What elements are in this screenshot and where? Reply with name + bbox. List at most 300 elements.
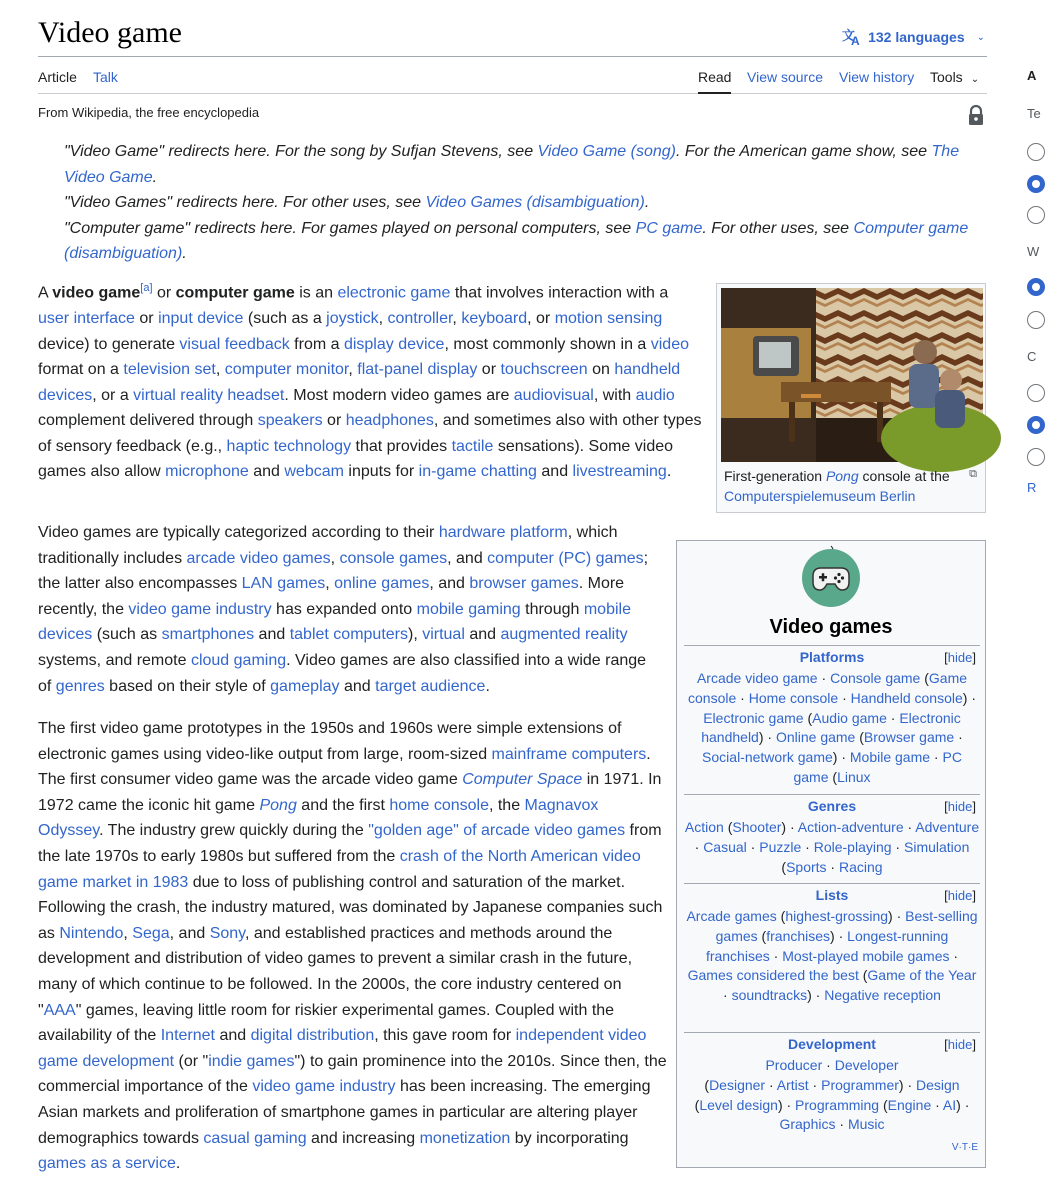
wiki-link[interactable]: Pong — [825, 468, 859, 484]
gamepad-icon — [801, 546, 861, 608]
text: and increasing — [306, 1129, 420, 1147]
nav-link[interactable]: franchises — [766, 927, 831, 944]
wiki-link[interactable]: browser games — [469, 575, 579, 593]
text: A — [38, 284, 53, 302]
section-header — [684, 883, 980, 905]
text: due to loss of publishing control and saturation of the market. Following the crash, the industry matured, was dominated by Japanese companies such as — [38, 873, 663, 942]
nav-link[interactable]: Adventure — [915, 819, 980, 835]
wiki-link[interactable]: Internet — [160, 1027, 215, 1045]
sep: · — [746, 838, 760, 855]
text: or — [477, 361, 501, 379]
tab-view-source[interactable]: View source — [747, 69, 824, 85]
text: ") to gain prominence into the 2010s. Since then, the commercial importance of the — [38, 1052, 667, 1096]
radio-option[interactable] — [1027, 311, 1045, 329]
nav-link[interactable]: Action — [684, 819, 724, 835]
wiki-link[interactable]: audio — [635, 386, 675, 404]
hide-toggle[interactable]: [hide] — [944, 888, 976, 903]
nav-link[interactable]: Programming — [795, 1096, 880, 1113]
sep: ) · — [832, 749, 850, 766]
radio-option[interactable] — [1027, 143, 1045, 161]
wiki-link[interactable]: in-game chatting — [418, 463, 537, 481]
wiki-link[interactable]: video game industry — [252, 1078, 396, 1096]
hide-toggle[interactable]: [hide] — [944, 1037, 976, 1052]
nav-link[interactable]: Most-played mobile games — [782, 947, 950, 964]
hatnote-text: "Video Game" redirects here. For the song by Sufjan Stevens, see — [64, 143, 538, 160]
hatnote-text: . For the American game show, see — [676, 143, 932, 160]
text: , and — [429, 575, 470, 593]
hatnote-text: "Video Games" redirects here. For other uses, see — [64, 194, 426, 211]
sep: · — [886, 709, 900, 726]
hatnote-link[interactable]: Computer game (disambiguation) — [64, 219, 969, 262]
sep: · — [838, 689, 851, 706]
nav-link[interactable]: Shooter — [732, 819, 782, 835]
text: complement delivered through — [38, 412, 258, 430]
section-body — [684, 905, 980, 1006]
nav-link[interactable]: Level design — [699, 1096, 778, 1113]
text: (such as — [92, 626, 162, 644]
nav-link[interactable]: Handheld console — [850, 689, 963, 706]
section-header — [684, 645, 980, 667]
wiki-link[interactable]: crash of the North American video game market in 1983 — [38, 847, 641, 891]
sep: ( — [858, 967, 868, 984]
section-header — [684, 1032, 980, 1054]
sep: · — [822, 1057, 835, 1073]
hatnote-text: . — [152, 168, 158, 186]
sidebar-section-lists — [684, 883, 980, 1006]
nav-link[interactable]: Casual — [703, 838, 747, 855]
nav-link[interactable]: Music — [847, 1116, 885, 1133]
sep: ( — [776, 908, 786, 924]
text: ; the latter also encompasses — [38, 549, 649, 593]
text: device) to generate — [38, 335, 180, 353]
text: The first video game prototypes in the 1950s and 1960s were simple extensions of electronic games using video-like output from large, room-sized — [38, 720, 622, 763]
wiki-link[interactable]: keyboard — [461, 309, 528, 327]
sidebar-title: Video games — [769, 616, 893, 638]
hatnote-text: . For other uses, see — [702, 219, 854, 237]
nav-link[interactable]: Sports — [786, 858, 827, 875]
text: , — [378, 309, 388, 327]
nav-link[interactable]: highest-grossing — [785, 908, 889, 924]
nav-link[interactable]: Designer — [709, 1076, 766, 1093]
text: , and established practices and methods around the development and distribution of video games to prevent a similar crash in the future, many of which continue to be followed. In the 2000s, the core industry centered on " — [38, 924, 633, 1019]
sep: ) · — [956, 1096, 970, 1113]
hide-link[interactable]: hide — [947, 888, 973, 903]
sep: ) · — [830, 927, 848, 944]
wiki-link[interactable]: livestreaming — [572, 463, 667, 481]
wiki-link[interactable]: electronic game — [337, 284, 451, 302]
wiki-link[interactable]: display device — [343, 335, 445, 353]
wiki-link[interactable]: indie games — [208, 1052, 295, 1070]
hatnote — [64, 216, 979, 267]
text: , — [123, 924, 133, 942]
section-heading-link[interactable]: Development — [788, 1036, 876, 1052]
navbox-vte: V·T·E — [951, 1142, 978, 1154]
wiki-link[interactable]: visual feedback — [179, 335, 290, 353]
appearance-panel — [1025, 60, 1041, 500]
sep: ( — [920, 670, 929, 686]
svg-text:文: 文 — [842, 28, 856, 43]
hide-toggle[interactable]: [hide] — [944, 799, 976, 814]
sep: · — [835, 1116, 848, 1133]
video-games-sidebar — [676, 540, 986, 1168]
text: , most commonly shown in a — [444, 335, 651, 353]
wiki-link[interactable]: digital distribution — [250, 1027, 375, 1045]
nav-link[interactable]: soundtracks — [731, 987, 808, 1004]
sep: ( — [704, 1076, 710, 1093]
wiki-link[interactable]: monetization — [419, 1129, 511, 1147]
footnote-link[interactable]: [a] — [140, 282, 153, 294]
sep: · — [801, 838, 814, 855]
nav-link[interactable]: AI — [942, 1096, 957, 1113]
wiki-link[interactable]: joystick — [326, 309, 379, 327]
nav-link[interactable]: Game console — [688, 670, 968, 706]
text: from a — [289, 335, 344, 353]
lock-icon[interactable] — [967, 105, 985, 125]
text: (such as a — [243, 309, 327, 327]
wiki-link[interactable]: flat-panel display — [357, 361, 478, 379]
width-label: W — [1027, 244, 1040, 259]
text: , and — [447, 549, 488, 567]
languages-button[interactable] — [842, 28, 985, 46]
section-body — [684, 1054, 980, 1135]
text: format on a — [38, 361, 124, 379]
hatnote-text: . — [644, 194, 650, 211]
wiki-link[interactable]: motion sensing — [554, 309, 663, 327]
text: , — [325, 575, 335, 593]
wiki-link[interactable]: touchscreen — [500, 361, 588, 379]
wiki-link[interactable]: microphone — [165, 463, 249, 481]
wiki-link[interactable]: Sega — [132, 924, 170, 942]
wiki-link[interactable]: computer (PC) games — [487, 549, 644, 567]
text: console at the — [858, 468, 950, 484]
appearance-heading: A — [1027, 68, 1037, 83]
hatnote-link[interactable]: Video Games (disambiguation) — [425, 194, 645, 211]
text: , the — [488, 796, 525, 814]
section-header — [684, 794, 980, 816]
wiki-link[interactable]: mainframe computers — [491, 745, 647, 763]
nav-link[interactable]: Mobile game — [849, 749, 931, 766]
wiki-link[interactable]: mobile devices — [38, 600, 631, 644]
nav-link[interactable]: Graphics — [779, 1116, 836, 1133]
wiki-link[interactable]: webcam — [284, 463, 344, 481]
wiki-link[interactable]: home console — [389, 796, 489, 814]
sep: · — [694, 838, 704, 855]
text: and — [215, 1027, 251, 1045]
text: in 1971. In 1972 came the iconic hit game — [38, 771, 662, 814]
tab-read[interactable]: Read — [698, 69, 731, 94]
text: inputs for — [343, 463, 419, 481]
sep: · — [808, 1076, 822, 1093]
nav-link[interactable]: Home console — [748, 689, 839, 706]
nav-link[interactable]: Arcade games — [686, 908, 777, 924]
section-heading-link[interactable]: Genres — [807, 798, 857, 814]
section-body — [684, 667, 980, 788]
sep: · — [826, 858, 839, 875]
hide-link[interactable]: hide — [947, 1037, 973, 1052]
page-title: Video game — [38, 16, 182, 49]
text: , with — [593, 386, 636, 404]
nav-link[interactable]: Design — [916, 1076, 960, 1093]
tab-view-history[interactable]: View history — [839, 69, 915, 85]
edit-template-link[interactable]: E — [971, 1142, 978, 1154]
sep: ( — [879, 1096, 888, 1113]
text: by incorporating — [510, 1129, 629, 1147]
tab-talk[interactable]: Talk — [93, 69, 118, 85]
talk-template-link[interactable]: T — [961, 1142, 968, 1154]
wiki-link[interactable]: audiovisual — [513, 386, 594, 404]
text: that provides — [351, 437, 452, 455]
wiki-link[interactable]: hardware platform — [438, 524, 568, 541]
text: and — [464, 626, 501, 644]
bold-term: video game — [52, 284, 141, 302]
page-tabs — [38, 62, 987, 94]
appearance-link[interactable]: R — [1027, 480, 1037, 495]
sep: ( — [828, 768, 838, 785]
title-divider — [38, 56, 987, 57]
pong-console-photo[interactable] — [721, 288, 983, 462]
text: . Most modern video games are — [284, 386, 514, 404]
text: sensations). Some video games also allow — [38, 437, 674, 481]
wiki-link[interactable]: video game industry — [128, 600, 272, 618]
view-template-link[interactable]: V — [951, 1142, 959, 1154]
radio-option[interactable] — [1027, 448, 1045, 466]
wiki-link[interactable]: Computerspielemuseum Berlin — [724, 488, 916, 504]
text: and the first — [296, 796, 390, 814]
text: has been increasing. The emerging Asian markets and proliferation of smartphone games in particular are altering player demographics towards — [38, 1078, 651, 1147]
site-tagline: From Wikipedia, the free encyclopedia — [38, 105, 260, 120]
sidebar-section-development — [684, 1032, 980, 1135]
radio-option[interactable] — [1027, 384, 1045, 402]
wiki-link[interactable]: smartphones — [161, 626, 255, 644]
wiki-link[interactable]: Computer Space — [462, 771, 583, 789]
nav-link[interactable]: Games considered the best — [687, 967, 859, 984]
sep: · — [736, 689, 749, 706]
sep: ( — [723, 819, 733, 835]
wiki-link[interactable]: "golden age" of arcade video games — [368, 822, 626, 840]
sep: · — [954, 729, 963, 746]
wiki-link[interactable]: mobile gaming — [416, 600, 521, 618]
wiki-link[interactable]: input device — [158, 309, 244, 327]
text: , this gave room for — [374, 1027, 516, 1045]
wiki-link[interactable]: Magnavox Odyssey — [38, 796, 599, 840]
sep: ( — [855, 729, 864, 746]
text: , — [215, 361, 225, 379]
nav-link[interactable]: Role-playing — [813, 838, 892, 855]
wiki-link[interactable]: controller — [387, 309, 453, 327]
sep: ) · — [781, 819, 798, 835]
wiki-link[interactable]: augmented reality — [500, 626, 628, 644]
hatnote-text: "Computer game" redirects here. For games played on personal computers, see — [64, 219, 636, 237]
wiki-link[interactable]: computer monitor — [224, 361, 349, 379]
sep: ( — [781, 858, 787, 875]
nav-link[interactable]: Longest-running franchises — [705, 927, 949, 964]
wiki-link[interactable]: AAA — [43, 1001, 76, 1019]
wiki-link[interactable]: genres — [55, 677, 105, 695]
section-heading-link[interactable]: Platforms — [799, 649, 865, 665]
nav-link[interactable]: Electronic handheld — [701, 709, 961, 746]
nav-link[interactable]: Game of the Year — [867, 967, 977, 984]
nav-link[interactable]: Engine — [887, 1096, 932, 1113]
text: . The first consumer video game was the arcade video game — [38, 745, 651, 789]
nav-link[interactable]: Simulation — [904, 838, 970, 855]
text: . Video games are also classified into a wide range of — [38, 651, 647, 695]
text: , which traditionally includes — [38, 524, 618, 567]
nav-link[interactable]: Electronic game — [703, 709, 804, 726]
hatnote-text: . — [182, 245, 187, 262]
text: , and — [169, 924, 210, 942]
wiki-link[interactable]: tactile — [451, 437, 494, 455]
text: systems, and remote — [38, 651, 191, 669]
text: , — [452, 309, 462, 327]
hatnotes — [64, 139, 979, 267]
wiki-link[interactable]: arcade video games — [186, 549, 331, 567]
text: or — [134, 309, 159, 327]
article-paragraph — [38, 520, 663, 699]
wiki-link[interactable]: video — [650, 335, 689, 353]
text: that involves interaction with a — [450, 284, 669, 302]
wiki-link[interactable]: Pong — [259, 796, 297, 814]
tools-menu[interactable] — [930, 69, 979, 85]
text: and — [339, 677, 376, 695]
text: . More recently, the — [38, 575, 625, 618]
thumbnail-caption — [724, 466, 960, 506]
wiki-link[interactable]: Nintendo — [59, 924, 124, 942]
text: and — [536, 463, 573, 481]
wiki-link[interactable]: haptic technology — [226, 437, 352, 455]
text: . The industry grew quickly during the — [99, 822, 369, 840]
sep: ) · — [758, 729, 776, 746]
wiki-link[interactable]: cloud gaming — [190, 651, 287, 669]
text: or — [152, 284, 176, 302]
sep: · — [817, 670, 831, 686]
wiki-link[interactable]: virtual — [422, 626, 465, 644]
hatnote-link[interactable]: Video Game (song) — [537, 143, 676, 160]
hide-link[interactable]: hide — [947, 799, 973, 814]
nav-link[interactable]: Racing — [839, 858, 883, 875]
nav-link[interactable]: Social-network game — [702, 749, 833, 766]
text: based on their style of — [104, 677, 271, 695]
hide-toggle[interactable]: [hide] — [944, 650, 976, 665]
hatnote-link[interactable]: The Video Game — [64, 143, 960, 186]
text: ), — [407, 626, 423, 644]
nav-link[interactable]: Puzzle — [759, 838, 802, 855]
translate-icon — [842, 28, 862, 46]
text: , or — [527, 309, 555, 327]
sep: ) · — [777, 1096, 796, 1113]
nav-link[interactable]: Artist — [776, 1076, 809, 1093]
wiki-link[interactable]: tablet computers — [289, 626, 408, 644]
sidebar-section-platforms — [684, 645, 980, 788]
wiki-link[interactable]: LAN games — [241, 575, 326, 593]
nav-link[interactable]: Negative reception — [824, 987, 941, 1004]
sep: · — [769, 947, 783, 964]
text: and — [248, 463, 285, 481]
wiki-link[interactable]: console games — [339, 549, 448, 567]
text: and — [254, 626, 290, 644]
sidebar-section-genres — [684, 794, 980, 877]
wiki-link[interactable]: online games — [334, 575, 430, 593]
wiki-link[interactable]: headphones — [345, 412, 434, 430]
radio-option-selected[interactable] — [1027, 278, 1045, 296]
tools-label: Tools — [930, 69, 963, 85]
nav-link[interactable]: Audio game — [812, 709, 887, 726]
text: has expanded onto — [271, 600, 417, 618]
sep: · — [903, 819, 916, 835]
text-size-label: Te — [1027, 106, 1041, 121]
text: . — [175, 1155, 181, 1173]
sep: ( — [757, 927, 767, 944]
sep: ( — [803, 709, 813, 726]
article-paragraph — [38, 274, 703, 485]
radio-option-selected[interactable] — [1027, 175, 1045, 193]
article-paragraph — [38, 716, 668, 1177]
wiki-link[interactable]: handheld devices — [38, 361, 681, 404]
hatnote — [64, 190, 979, 216]
text: , — [348, 361, 358, 379]
text: (or " — [174, 1052, 209, 1070]
nav-link[interactable]: Developer — [834, 1057, 899, 1073]
sep: · — [765, 1076, 777, 1093]
text: from the late 1970s to early 1980s but suffered from the — [38, 822, 662, 865]
nav-link[interactable]: Console game — [830, 670, 921, 686]
wiki-link[interactable]: casual gaming — [203, 1129, 307, 1147]
nav-link[interactable]: Online game — [775, 729, 856, 746]
hatnote-link[interactable]: PC game — [635, 219, 703, 237]
wiki-link[interactable]: Sony — [209, 924, 245, 942]
nav-link[interactable]: Arcade video game — [696, 670, 818, 686]
nav-link[interactable]: Linux — [837, 768, 871, 785]
radio-option[interactable] — [1027, 206, 1045, 224]
color-label: C — [1027, 349, 1037, 364]
nav-link[interactable]: PC game — [793, 749, 962, 785]
sep: · — [723, 987, 732, 1004]
wiki-link[interactable]: virtual reality headset — [133, 386, 285, 404]
text: , — [330, 549, 340, 567]
tab-article[interactable]: Article — [38, 69, 77, 85]
text: Video games are typically categorized according to their — [38, 524, 439, 541]
hide-link[interactable]: hide — [947, 650, 973, 665]
radio-option-selected[interactable] — [1027, 416, 1045, 434]
nav-link[interactable]: Browser game — [863, 729, 955, 746]
wiki-link[interactable]: independent video game development — [38, 1027, 647, 1070]
wiki-link[interactable]: television set — [123, 361, 216, 379]
text: . — [485, 677, 490, 695]
text: , and sometimes also with other types of sensory feedback (e.g., — [38, 412, 702, 455]
languages-label: 132 languages — [868, 29, 965, 45]
nav-link[interactable]: Action-adventure — [797, 819, 904, 835]
wiki-link[interactable]: gameplay — [270, 677, 340, 695]
text: " games, leaving little room for riskier experimental games. Coupled with the availability of the — [38, 1001, 615, 1045]
wiki-link[interactable]: games as a service — [38, 1155, 176, 1173]
wiki-link[interactable]: speakers — [257, 412, 323, 430]
nav-link[interactable]: Best-selling games — [715, 908, 978, 944]
text: or — [322, 412, 346, 430]
wiki-link[interactable]: target audience — [375, 677, 486, 695]
sep: · — [949, 947, 959, 964]
section-heading-link[interactable]: Lists — [815, 887, 849, 903]
nav-link[interactable]: Producer — [765, 1057, 823, 1073]
nav-link[interactable]: Programmer — [821, 1076, 899, 1093]
image-thumbnail — [716, 283, 986, 513]
bold-term: computer game — [175, 284, 295, 302]
sep: ( — [694, 1096, 700, 1113]
text: on — [587, 361, 615, 379]
wiki-link[interactable]: user interface — [38, 309, 135, 327]
sep: · — [931, 1096, 943, 1113]
sep: · — [891, 838, 904, 855]
enlarge-icon[interactable]: ⧉ — [969, 468, 977, 480]
chevron-down-icon: ⌄ — [976, 31, 985, 43]
